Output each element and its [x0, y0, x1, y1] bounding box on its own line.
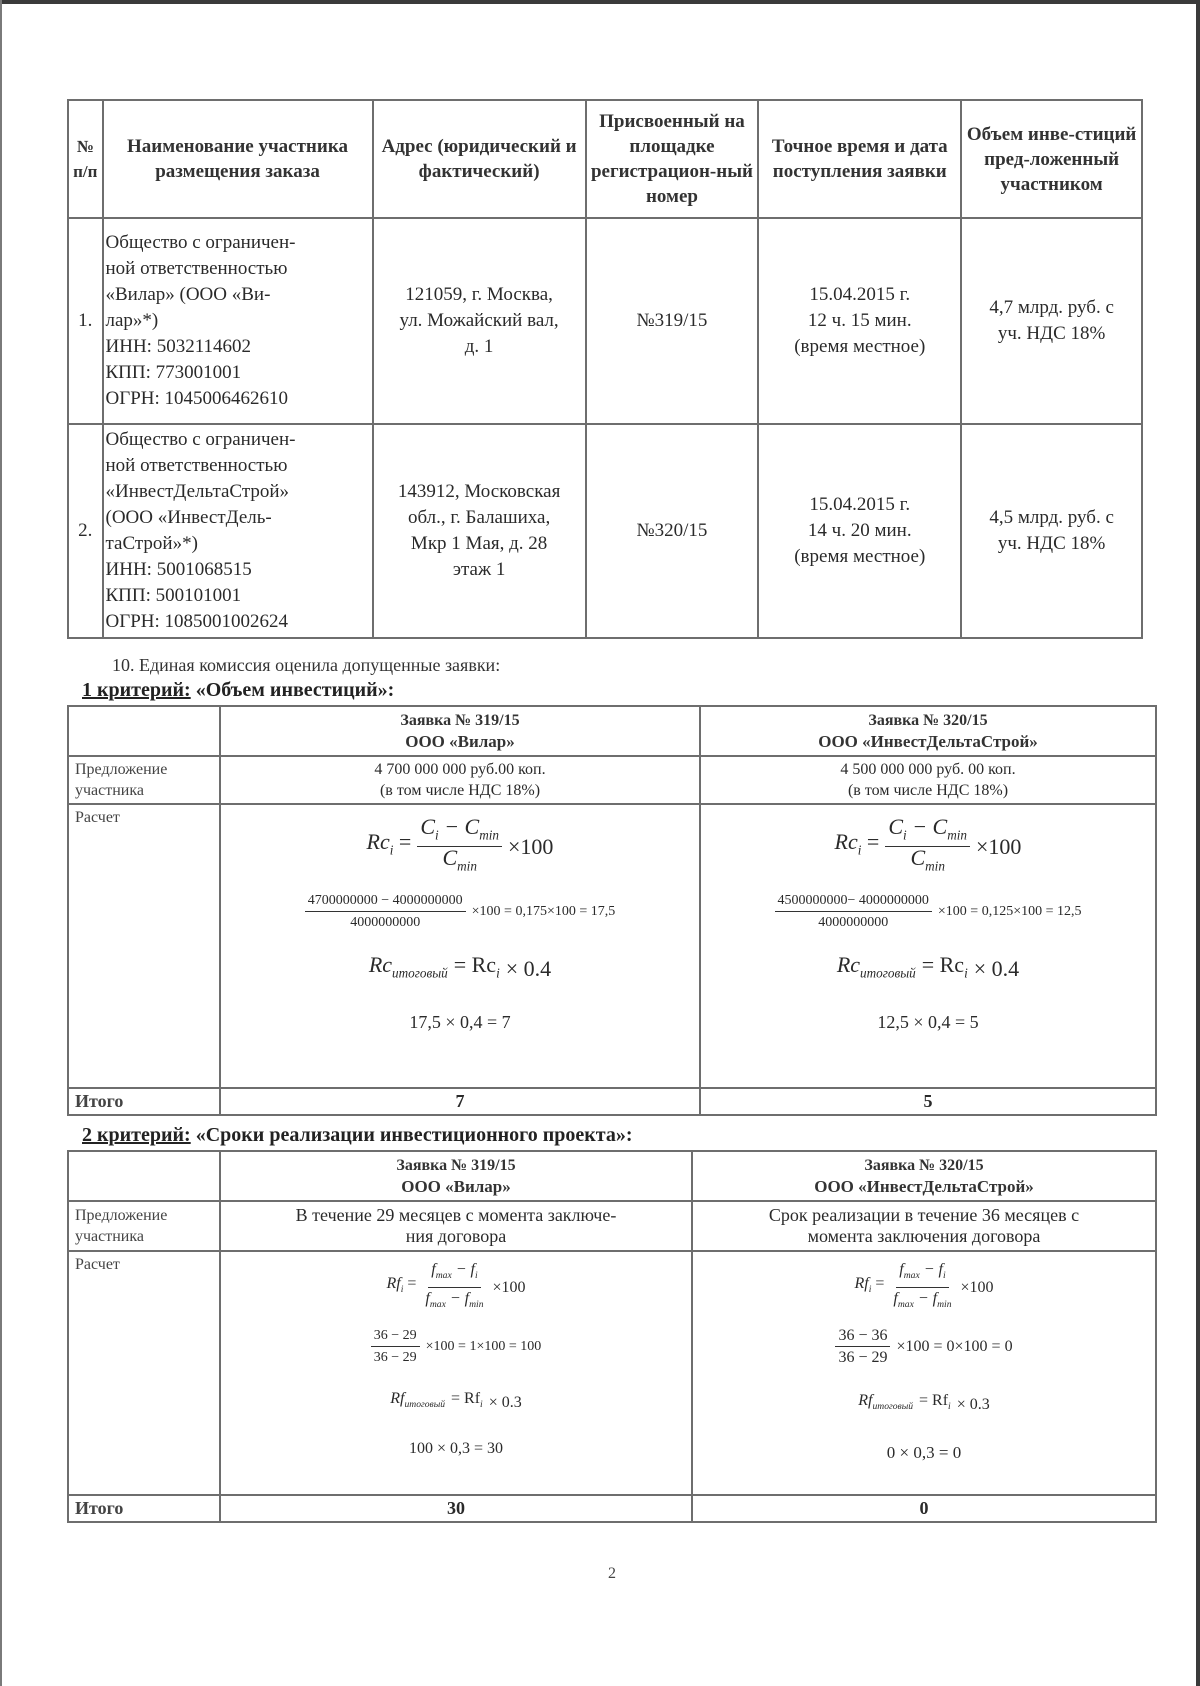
reg-number: №319/15: [586, 218, 759, 424]
time-line: (время местное): [794, 546, 926, 567]
volume-line: 4,5 млрд. руб. с: [989, 507, 1114, 528]
bid-header: [220, 1151, 692, 1201]
paragraph-10: 10. Единая комиссия оценила допущенные заявки:: [112, 655, 501, 675]
total-row: [68, 1088, 1156, 1115]
result-line: 0 × 0,3 = 0: [886, 1442, 962, 1462]
inn: ИНН: 5032114602: [105, 336, 251, 357]
scan-border-right: [1196, 0, 1200, 1686]
bid-offer: [220, 1201, 692, 1251]
weighted-formula: $Rf_{итоговый}$ = $Rf_i$ × 0.3: [858, 1392, 990, 1413]
empty-corner: [68, 706, 220, 756]
empty-corner: [68, 1151, 220, 1201]
participant-address: [373, 218, 586, 424]
name-line: (ООО «ИнвестДель-: [105, 507, 272, 528]
participants-header-row: [68, 100, 1142, 218]
row-num: 1.: [68, 218, 103, 424]
header-name: Наименование участника размещения заказа: [103, 100, 373, 218]
criterion-2-table: [67, 1150, 1157, 1523]
total-row: [68, 1495, 1156, 1522]
calc-formula: $\frac{36 - 36}{36 - 29}$ ×100 = 0×100 = 0: [697, 1316, 1151, 1376]
offer-line: Срок реализации в течение 36 месяцев с: [768, 1205, 1080, 1225]
criterion-1-prefix: 1 критерий:: [82, 679, 191, 701]
offer-line: ния договора: [405, 1226, 507, 1246]
ogrn: ОГРН: 1085001002624: [105, 611, 289, 632]
name-line: Общество с ограничен-: [105, 429, 296, 450]
weighted-formula: $Rc_{итоговый}$ = $Rc_i$ × 0.4: [836, 952, 1020, 982]
bid-header: [700, 706, 1156, 756]
bid-header: [692, 1151, 1156, 1201]
bid-org: ООО «ИнвестДельтаСтрой»: [818, 732, 1038, 751]
address-line: этаж 1: [452, 559, 506, 580]
calc-formula: $\frac{36 - 29}{36 - 29}$ ×100 = 1×100 = 100: [225, 1316, 687, 1376]
offer-line: момента заключения договора: [807, 1226, 1041, 1246]
participant-name: [103, 218, 373, 424]
total-label: Итого: [68, 1495, 220, 1522]
calc-row: [68, 1251, 1156, 1495]
result-line: 12,5 × 0,4 = 5: [877, 1011, 979, 1032]
bid-header-row: [68, 1151, 1156, 1201]
time-line: (время местное): [794, 336, 926, 357]
name-line: ной ответственностью: [105, 455, 288, 476]
scan-border-top: [0, 0, 1200, 4]
bid-org: ООО «Вилар»: [405, 732, 515, 751]
address-line: 121059, г. Москва,: [405, 284, 553, 305]
base-formula: $Rc_i$ = $\frac{C_i - C_{min}}{C_{min}}$ ×100: [834, 814, 1022, 873]
bid-org: ООО «ИнвестДельтаСтрой»: [814, 1177, 1034, 1196]
calc-row: [68, 804, 1156, 1088]
inn: ИНН: 5001068515: [105, 559, 252, 580]
bid-offer: [220, 756, 700, 804]
calc-formula: $\frac{4500000000- 4000000000}{4000000000}$ ×100 = 0,125×100 = 12,5: [705, 881, 1151, 941]
bid-header: [220, 706, 700, 756]
offer-label: Предложение участника: [68, 756, 220, 804]
criterion-1-name: «Объем инвестиций»:: [190, 679, 395, 701]
name-line: ной ответственностью: [105, 258, 288, 279]
volume-line: 4,7 млрд. руб. с: [989, 297, 1114, 318]
header-time: Точное время и дата поступления заявки: [758, 100, 961, 218]
weighted-formula: $Rc_{итоговый}$ = $Rc_i$ × 0.4: [368, 952, 552, 982]
criterion-1-table: [67, 705, 1157, 1116]
criterion-2-prefix: 2 критерий:: [82, 1124, 191, 1146]
bid-calc: [220, 1251, 692, 1495]
offer-line: (в том числе НДС 18%): [379, 782, 541, 799]
submission-time: [758, 424, 961, 638]
time-line: 14 ч. 20 мин.: [807, 520, 912, 541]
criterion-2-title: [82, 1124, 633, 1147]
table-row: [68, 424, 1142, 638]
time-line: 15.04.2015 г.: [809, 494, 911, 515]
bid-total: 0: [692, 1495, 1156, 1522]
kpp: КПП: 500101001: [105, 585, 242, 606]
result-line: 100 × 0,3 = 30: [408, 1439, 504, 1457]
participant-name: [103, 424, 373, 638]
criterion-2-name: «Сроки реализации инвестиционного проекта»:: [190, 1124, 633, 1146]
bid-total: 7: [220, 1088, 700, 1115]
base-formula: $Rf_i$ = $\frac{f_{max} - f_i}{f_{max} - f_{min}}$ ×100: [854, 1261, 994, 1310]
bid-label: Заявка № 320/15: [864, 1157, 984, 1174]
offer-line: (в том числе НДС 18%): [847, 782, 1009, 799]
header-num: № п/п: [68, 100, 103, 218]
weighted-formula: $Rf_{итоговый}$ = $Rf_i$ × 0.3: [390, 1390, 522, 1411]
bid-label: Заявка № 319/15: [396, 1157, 516, 1174]
header-volume: Объем инве-стиций пред-ложенный участником: [961, 100, 1142, 218]
bid-calc: [700, 804, 1156, 1088]
offer-line: 4 700 000 000 руб.00 коп.: [374, 761, 546, 778]
bid-calc: [692, 1251, 1156, 1495]
time-line: 15.04.2015 г.: [809, 284, 911, 305]
name-line: «Вилар» (ООО «Ви-: [105, 284, 271, 305]
calc-label: Расчет: [68, 1251, 220, 1495]
address-line: 143912, Московская: [397, 481, 561, 502]
bid-header-row: [68, 706, 1156, 756]
result-line: 17,5 × 0,4 = 7: [409, 1011, 511, 1032]
base-formula: $Rf_i$ = $\frac{f_{max} - f_i}{f_{max} - f_{min}}$ ×100: [386, 1261, 526, 1310]
bid-total: 30: [220, 1495, 692, 1522]
investment-volume: [961, 218, 1142, 424]
offer-row: [68, 756, 1156, 804]
participant-address: [373, 424, 586, 638]
bid-org: ООО «Вилар»: [401, 1177, 511, 1196]
time-line: 12 ч. 15 мин.: [807, 310, 912, 331]
reg-number: №320/15: [586, 424, 759, 638]
offer-row: [68, 1201, 1156, 1251]
offer-label: Предложение участника: [68, 1201, 220, 1251]
header-reg-number: Присвоенный на площадке регистрацион-ный номер: [586, 100, 759, 218]
volume-line: уч. НДС 18%: [997, 533, 1106, 554]
scan-border-left: [0, 0, 2, 1686]
criterion-1-title: [82, 679, 394, 702]
bid-offer: [692, 1201, 1156, 1251]
name-line: лар»*): [105, 310, 159, 331]
investment-volume: [961, 424, 1142, 638]
kpp: КПП: 773001001: [105, 362, 242, 383]
participants-table: [67, 99, 1143, 639]
table-row: [68, 218, 1142, 424]
calc-formula: $\frac{4700000000 - 4000000000}{4000000000}$ ×100 = 0,175×100 = 17,5: [225, 881, 695, 941]
address-line: обл., г. Балашиха,: [407, 507, 551, 528]
bid-total: 5: [700, 1088, 1156, 1115]
bid-calc: [220, 804, 700, 1088]
address-line: д. 1: [464, 336, 494, 357]
address-line: Мкр 1 Мая, д. 28: [410, 533, 548, 554]
header-address: Адрес (юридический и фактический): [373, 100, 586, 218]
offer-line: В течение 29 месяцев с момента заключе-: [295, 1205, 617, 1225]
offer-line: 4 500 000 000 руб. 00 коп.: [840, 761, 1016, 778]
bid-label: Заявка № 320/15: [868, 712, 988, 729]
calc-label: Расчет: [68, 804, 220, 1088]
base-formula: $Rc_i$ = $\frac{C_i - C_{min}}{C_{min}}$ ×100: [366, 814, 554, 873]
ogrn: ОГРН: 1045006462610: [105, 388, 289, 409]
name-line: Общество с ограничен-: [105, 232, 296, 253]
bid-label: Заявка № 319/15: [400, 712, 520, 729]
row-num: 2.: [68, 424, 103, 638]
total-label: Итого: [68, 1088, 220, 1115]
bid-offer: [700, 756, 1156, 804]
page-number: 2: [608, 1565, 616, 1582]
volume-line: уч. НДС 18%: [997, 323, 1106, 344]
name-line: таСтрой»*): [105, 533, 198, 554]
address-line: ул. Можайский вал,: [399, 310, 559, 331]
name-line: «ИнвестДельтаСтрой»: [105, 481, 290, 502]
submission-time: [758, 218, 961, 424]
